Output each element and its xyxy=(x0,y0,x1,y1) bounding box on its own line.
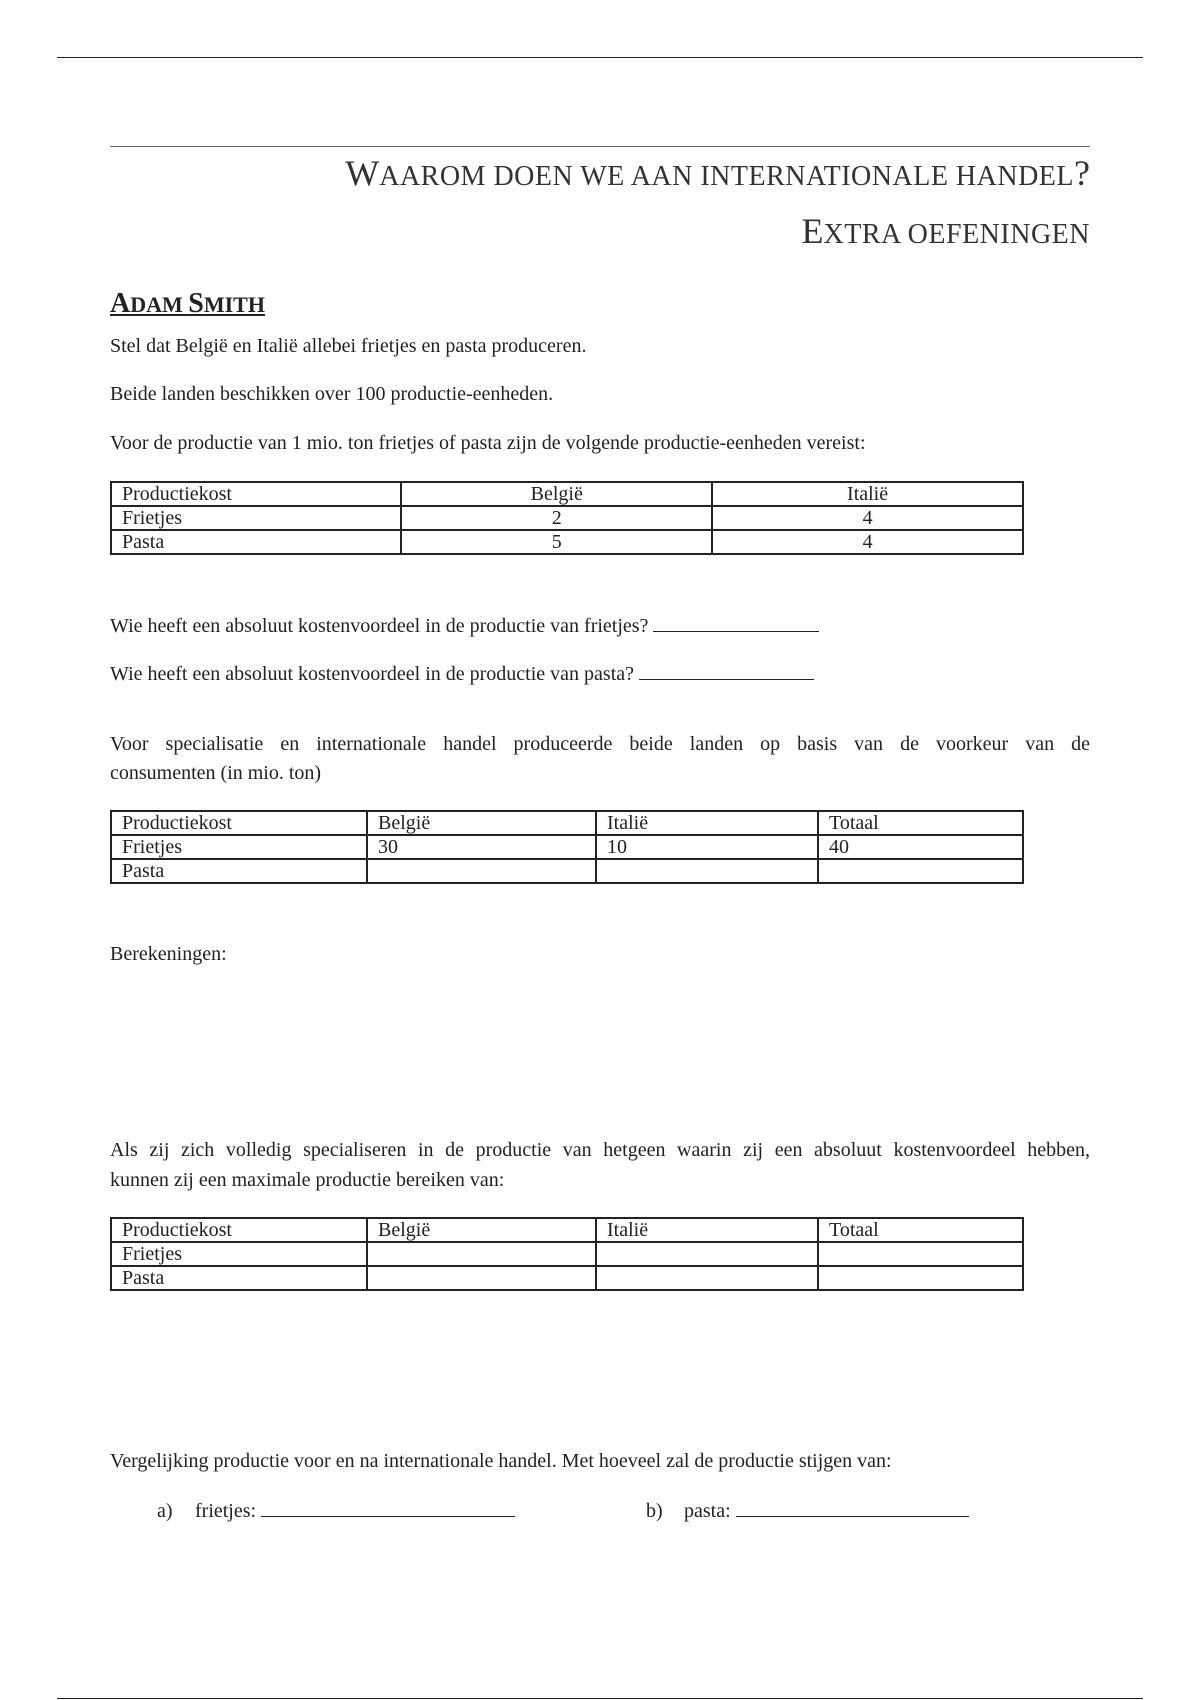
page-bottom-rule xyxy=(57,1698,1143,1699)
table-cell: Frietjes xyxy=(111,1242,367,1266)
before-trade-text-2: consumenten (in mio. ton) xyxy=(110,762,322,784)
production-cost-table xyxy=(110,481,1024,555)
table-cell: 40 xyxy=(818,835,1023,859)
table-cell: 2 xyxy=(401,506,712,530)
table-cell[interactable] xyxy=(367,859,596,883)
answer-blank-2[interactable] xyxy=(639,659,814,680)
intro-paragraph-3: Voor de productie van 1 mio. ton frietjes of pasta zijn de volgende productie-eenheden vereist: xyxy=(110,432,866,454)
table-cell: Productiekost xyxy=(111,482,401,506)
table-cell: 30 xyxy=(367,835,596,859)
table-row xyxy=(111,811,1023,835)
table-row xyxy=(111,1242,1023,1266)
table-row xyxy=(111,482,1023,506)
calculations-label: Berekeningen: xyxy=(110,943,227,965)
page-subtitle: EXTRA OEFENINGEN xyxy=(801,211,1090,251)
table-cell: België xyxy=(367,811,596,835)
table-row xyxy=(111,859,1023,883)
answer-blank-frietjes[interactable] xyxy=(261,1496,515,1517)
table-cell[interactable] xyxy=(596,1266,818,1290)
table-cell: Pasta xyxy=(111,530,401,554)
table-cell: Productiekost xyxy=(111,1218,367,1242)
title-rule xyxy=(110,146,1090,147)
question-2: Wie heeft een absoluut kostenvoordeel in de productie van pasta? xyxy=(110,659,814,689)
after-trade-text-1: Als zij zich volledig specialiseren in de productie van hetgeen waarin zij een absoluut kostenvoordeel hebben, xyxy=(110,1139,1090,1161)
page-top-rule xyxy=(57,57,1143,58)
section-heading: ADAM SMITH xyxy=(110,288,265,319)
table-cell: België xyxy=(401,482,712,506)
table-cell: België xyxy=(367,1218,596,1242)
page-title: WAAROM DOEN WE AAN INTERNATIONALE HANDEL? xyxy=(345,153,1090,193)
comparison-item-a: a) frietjes: xyxy=(157,1496,515,1523)
after-trade-text-2: kunnen zij een maximale productie bereiken van: xyxy=(110,1169,505,1191)
table-row xyxy=(111,1218,1023,1242)
table-cell: Pasta xyxy=(111,1266,367,1290)
table-cell: Totaal xyxy=(818,1218,1023,1242)
table-row xyxy=(111,530,1023,554)
comparison-item-b: b) pasta: xyxy=(646,1496,969,1523)
table-cell[interactable] xyxy=(367,1242,596,1266)
table-cell: Italië xyxy=(596,811,818,835)
answer-blank-1[interactable] xyxy=(653,611,819,632)
table-cell[interactable] xyxy=(596,859,818,883)
table-cell: Pasta xyxy=(111,859,367,883)
table-cell: Frietjes xyxy=(111,506,401,530)
table-cell: Frietjes xyxy=(111,835,367,859)
table-cell: 5 xyxy=(401,530,712,554)
table-cell: Totaal xyxy=(818,811,1023,835)
table-cell: 4 xyxy=(712,506,1023,530)
table-cell[interactable] xyxy=(367,1266,596,1290)
question-1: Wie heeft een absoluut kostenvoordeel in de productie van frietjes? xyxy=(110,611,819,641)
table-cell: 10 xyxy=(596,835,818,859)
table-row xyxy=(111,506,1023,530)
intro-paragraph-2: Beide landen beschikken over 100 productie-eenheden. xyxy=(110,383,554,405)
table-cell: Italië xyxy=(712,482,1023,506)
table-cell: Productiekost xyxy=(111,811,367,835)
comparison-text: Vergelijking productie voor en na internationale handel. Met hoeveel zal de productie stijgen van: xyxy=(110,1450,892,1472)
before-trade-text-1: Voor specialisatie en internationale handel produceerde beide landen op basis van de voorkeur van de xyxy=(110,733,1090,755)
table-cell[interactable] xyxy=(596,1242,818,1266)
after-trade-table xyxy=(110,1217,1024,1291)
table-cell: Italië xyxy=(596,1218,818,1242)
table-cell[interactable] xyxy=(818,859,1023,883)
intro-paragraph-1: Stel dat België en Italië allebei frietjes en pasta produceren. xyxy=(110,335,587,357)
table-cell[interactable] xyxy=(818,1242,1023,1266)
table-row xyxy=(111,1266,1023,1290)
table-row xyxy=(111,835,1023,859)
table-cell[interactable] xyxy=(818,1266,1023,1290)
before-trade-table xyxy=(110,810,1024,884)
answer-blank-pasta[interactable] xyxy=(736,1496,969,1517)
table-cell: 4 xyxy=(712,530,1023,554)
